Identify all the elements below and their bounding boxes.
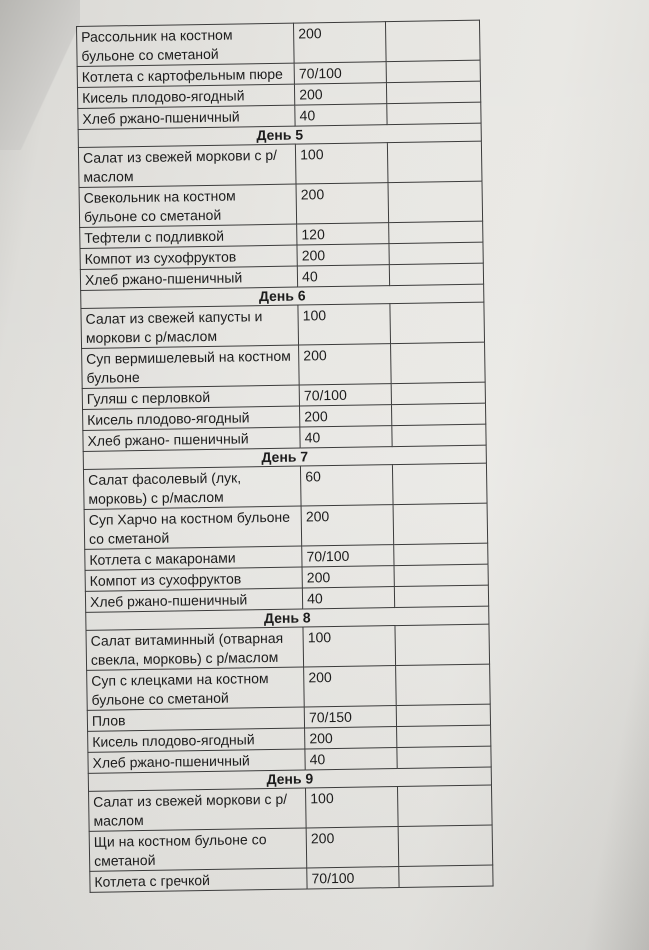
empty-cell — [387, 81, 481, 103]
dish-name: Тефтели с подливкой — [80, 224, 297, 248]
dish-name: Суп вермишелевый на костном бульоне — [82, 345, 300, 388]
portion-amount: 200 — [299, 344, 392, 385]
empty-cell — [394, 543, 488, 565]
folded-page-corner — [0, 0, 80, 150]
portion-amount: 70/100 — [294, 62, 387, 84]
portion-amount: 200 — [297, 244, 390, 266]
portion-amount: 200 — [306, 827, 399, 868]
empty-cell — [397, 725, 491, 747]
dish-name: Салат фасолевый (лук, морковь) с р/маслом — [83, 466, 301, 509]
empty-cell — [397, 704, 491, 726]
portion-amount: 70/100 — [302, 545, 395, 567]
dish-name: Салат из свежей капусты и моркови с р/маслом — [81, 305, 299, 348]
portion-amount: 200 — [294, 22, 387, 63]
portion-amount: 200 — [295, 83, 388, 105]
empty-cell — [392, 424, 486, 446]
menu-item-row — [84, 503, 488, 549]
dish-name: Компот из сухофруктов — [80, 245, 297, 269]
empty-cell — [387, 102, 481, 124]
portion-amount: 40 — [297, 265, 390, 287]
dish-name: Хлеб ржано-пшеничный — [78, 105, 295, 129]
menu-item-row — [89, 785, 493, 831]
menu-item-row — [77, 20, 481, 66]
dish-name: Кисель плодово-ягодный — [83, 406, 300, 430]
portion-amount: 60 — [301, 465, 394, 506]
empty-cell — [398, 785, 492, 826]
empty-cell — [390, 302, 484, 343]
day-header: День 5 — [78, 123, 481, 147]
dish-name: Рассольник на костном бульоне со сметаной — [77, 23, 295, 66]
portion-amount: 200 — [305, 727, 398, 749]
empty-cell — [391, 342, 485, 383]
portion-amount: 70/150 — [304, 706, 397, 728]
empty-cell — [399, 825, 493, 866]
dish-name: Котлета с картофельным пюре — [77, 63, 294, 87]
menu-item-row — [82, 342, 486, 388]
menu-item-row — [83, 463, 487, 509]
dish-name: Суп с клецками на костном бульоне со сметаной — [87, 667, 305, 710]
dish-name: Гуляш с перловкой — [82, 385, 299, 409]
portion-amount: 100 — [296, 143, 389, 184]
dish-name: Котлета с макаронами — [85, 546, 302, 570]
portion-amount: 40 — [300, 426, 393, 448]
empty-cell — [390, 263, 484, 285]
day-header: День 9 — [88, 767, 491, 791]
empty-cell — [387, 60, 481, 82]
empty-cell — [392, 382, 486, 404]
dish-name: Котлета с гречкой — [90, 868, 307, 892]
portion-amount: 100 — [306, 787, 399, 828]
portion-amount: 200 — [300, 405, 393, 427]
day-header: День 7 — [83, 445, 486, 469]
portion-amount: 200 — [304, 666, 397, 707]
empty-cell — [399, 865, 493, 887]
dish-name: Кисель плодово-ягодный — [88, 728, 305, 752]
portion-amount: 70/100 — [307, 867, 400, 889]
empty-cell — [386, 20, 480, 61]
menu-item-row — [87, 664, 491, 710]
menu-table — [76, 20, 494, 893]
day-header: День 8 — [86, 606, 489, 630]
empty-cell — [394, 564, 488, 586]
menu-item-row — [79, 181, 483, 227]
dish-name: Щи на костном бульоне со сметаной — [89, 828, 307, 871]
dish-name: Кисель плодово-ягодный — [77, 84, 294, 108]
empty-cell — [388, 141, 482, 182]
empty-cell — [389, 242, 483, 264]
menu-item-row — [86, 624, 490, 670]
dish-name: Хлеб ржано- пшеничный — [83, 427, 300, 451]
portion-amount: 70/100 — [299, 384, 392, 406]
dish-name: Плов — [87, 707, 304, 731]
dish-name: Свекольник на костном бульоне со сметаной — [79, 184, 297, 227]
portion-amount: 40 — [302, 587, 395, 609]
portion-amount: 120 — [297, 223, 390, 245]
dish-name: Хлеб ржано-пшеничный — [88, 749, 305, 773]
empty-cell — [395, 585, 489, 607]
dish-name: Салат из свежей моркови с р/маслом — [89, 788, 307, 831]
menu-item-row — [89, 825, 493, 871]
day-header: День 6 — [81, 284, 484, 308]
empty-cell — [393, 503, 487, 544]
portion-amount: 200 — [302, 566, 395, 588]
dish-name: Компот из сухофруктов — [85, 567, 302, 591]
portion-amount: 200 — [296, 183, 389, 224]
dish-name: Суп Харчо на костном бульоне со сметаной — [84, 506, 302, 549]
dish-name: Салат из свежей моркови с р/маслом — [78, 144, 296, 187]
menu-item-row — [78, 141, 482, 187]
portion-amount: 100 — [298, 304, 391, 345]
portion-amount: 40 — [305, 748, 398, 770]
portion-amount: 200 — [301, 505, 394, 546]
empty-cell — [397, 746, 491, 768]
menu-item-row — [81, 302, 485, 348]
portion-amount: 100 — [303, 626, 396, 667]
dish-name: Хлеб ржано-пшеничный — [85, 588, 302, 612]
menu-table-body — [77, 20, 494, 892]
dish-name: Хлеб ржано-пшеничный — [80, 266, 297, 290]
empty-cell — [388, 181, 482, 222]
empty-cell — [392, 403, 486, 425]
empty-cell — [389, 221, 483, 243]
portion-amount: 40 — [295, 104, 388, 126]
empty-cell — [396, 664, 490, 705]
empty-cell — [395, 624, 489, 665]
dish-name: Салат витаминный (отварная свекла, морковь) с р/маслом — [86, 627, 304, 670]
empty-cell — [393, 463, 487, 504]
